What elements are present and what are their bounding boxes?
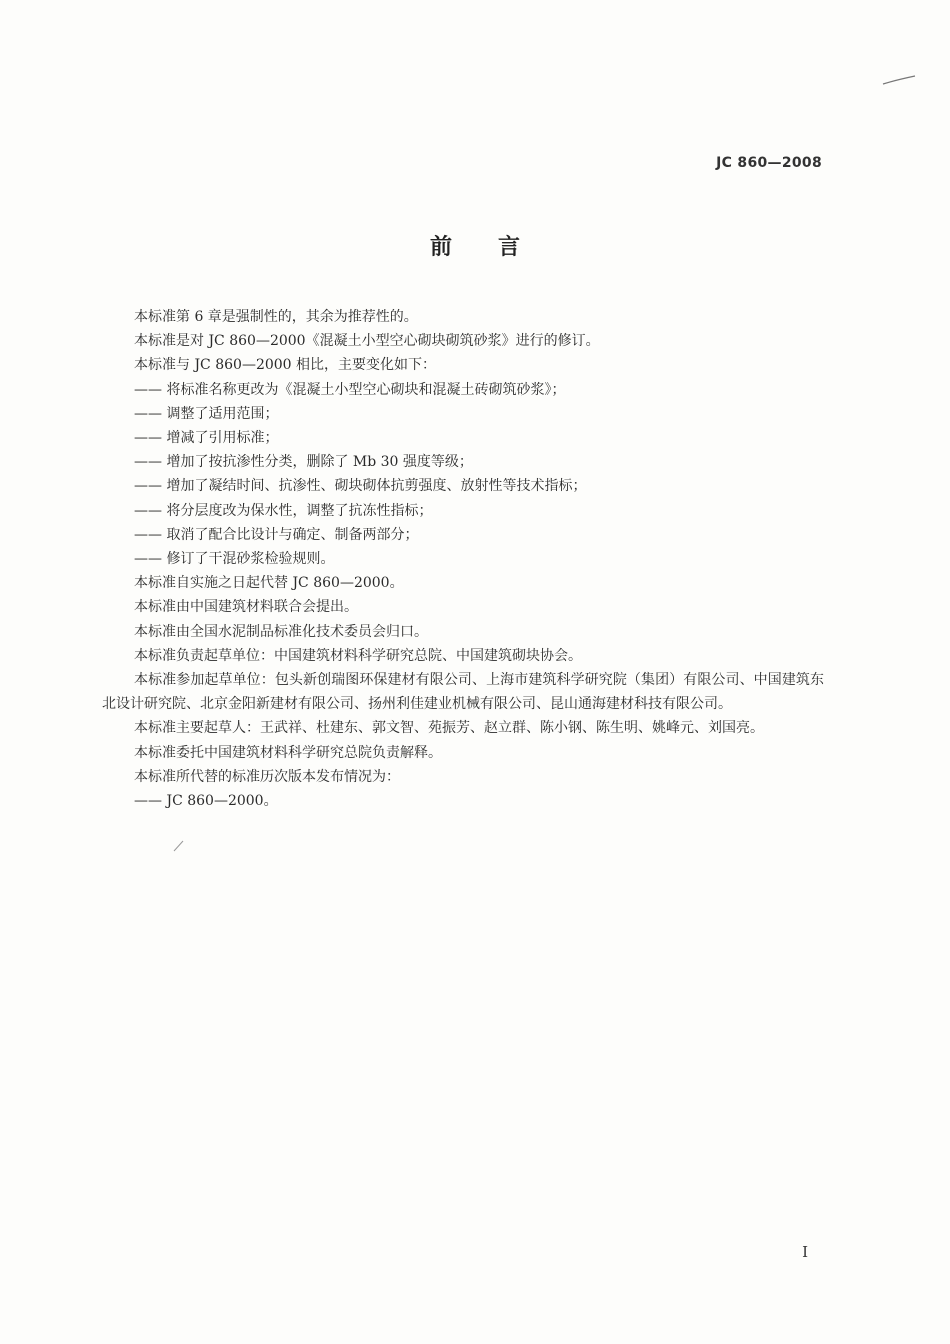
list-item: —— 调整了适用范围； [134,405,279,422]
list-item: —— 将分层度改为保水性，调整了抗冻性指标； [134,502,433,519]
page-title: 前言 [429,235,566,260]
paragraph: 本标准由全国水泥制品标准化技术委员会归口。 [134,623,428,640]
list-item: —— 增减了引用标准； [134,430,279,447]
document-code: JC 860—2008 [716,155,822,171]
list-item: —— 增加了凝结时间、抗渗性、砌块砌体抗剪强度、放射性等技术指标； [134,478,587,495]
paragraph: 本标准委托中国建筑材料科学研究总院负责解释。 [134,744,442,761]
foreword-body [102,305,824,813]
list-item: —— 取消了配合比设计与确定、制备两部分； [134,526,419,543]
paragraph: 本标准参加起草单位：包头新创瑞图环保建材有限公司、上海市建筑科学研究院（集团）有限公司、中国建筑东北设计研究院、北京金阳新建材有限公司、扬州利佳建业机械有限公司、昆山通海建材科技有限公司。 [102,672,824,713]
paragraph: 本标准所代替的标准历次版本发布情况为： [134,768,400,785]
list-item: —— JC 860—2000。 [134,793,278,810]
scan-artifact-icon [172,838,186,852]
scan-artifact-icon [882,74,916,86]
paragraph: 本标准是对 JC 860—2000《混凝土小型空心砌块砌筑砂浆》进行的修订。 [134,333,600,350]
list-item: —— 将标准名称更改为《混凝土小型空心砌块和混凝土砖砌筑砂浆》； [134,381,566,398]
paragraph: 本标准负责起草单位：中国建筑材料科学研究总院、中国建筑砌块协会。 [134,647,582,664]
paragraph: 本标准由中国建筑材料联合会提出。 [134,599,358,616]
list-item: —— 修订了干混砂浆检验规则。 [134,551,335,568]
page-number: I [802,1243,808,1261]
paragraph: 本标准第 6 章是强制性的，其余为推荐性的。 [134,309,418,325]
paragraph: 本标准与 JC 860—2000 相比，主要变化如下： [134,357,437,374]
list-item: —— 增加了按抗渗性分类，删除了 Mb 30 强度等级； [134,454,473,471]
paragraph: 本标准主要起草人：王武祥、杜建东、郭文智、苑振芳、赵立群、陈小钢、陈生明、姚峰元、刘国亮。 [134,720,764,737]
paragraph: 本标准自实施之日起代替 JC 860—2000。 [134,575,404,592]
